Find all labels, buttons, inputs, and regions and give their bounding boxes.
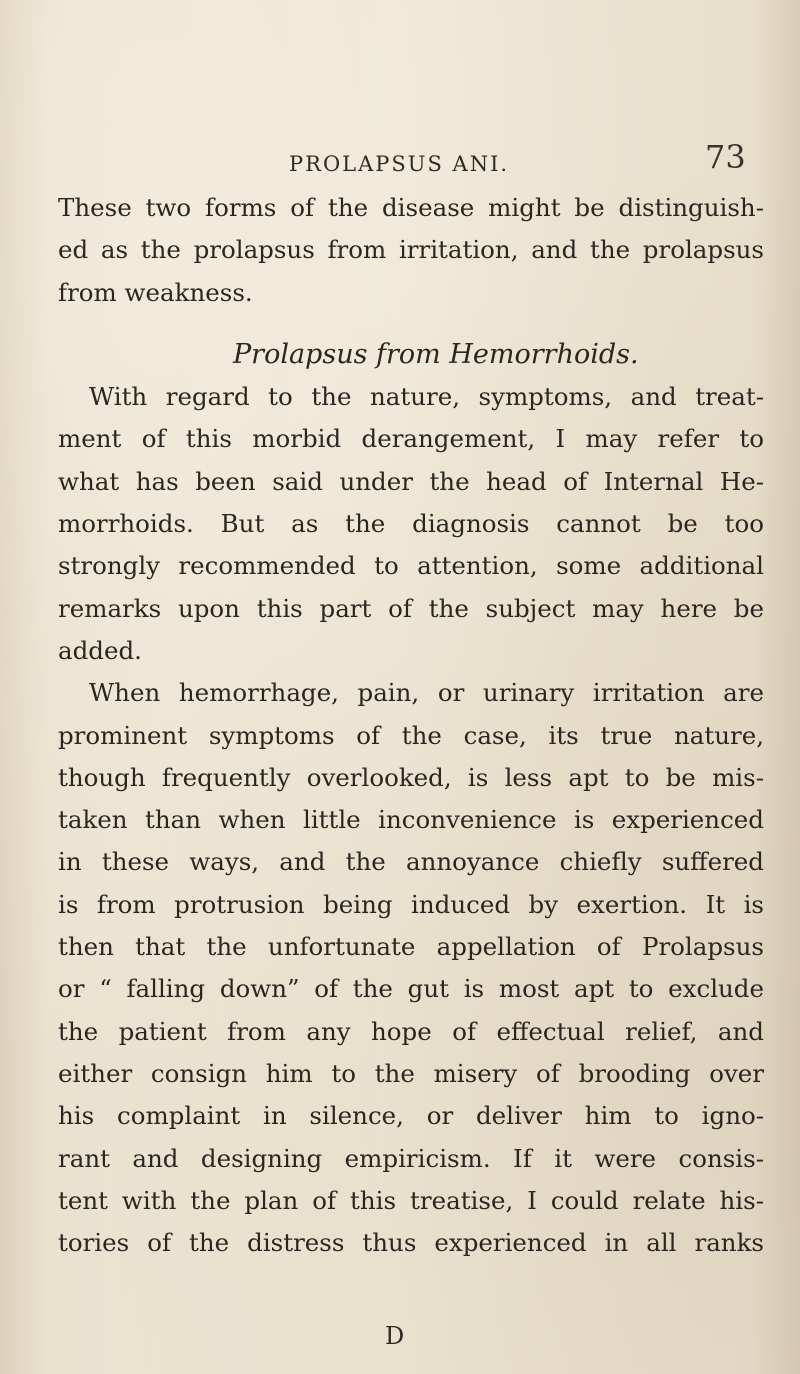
text-line: With regard to the nature, symptoms, and treat- [89, 382, 764, 412]
text-line: though frequently overlooked, is less apt to be mis- [58, 762, 764, 792]
paragraph-nature [58, 376, 764, 672]
text-line: strongly recommended to attention, some additional [58, 551, 764, 581]
text-line: from weakness. [58, 277, 253, 307]
text-line: ment of this morbid derangement, I may refer to [58, 424, 764, 454]
text-line: what has been said under the head of Internal He- [58, 466, 764, 496]
text-line: prominent symptoms of the case, its true nature, [58, 720, 764, 750]
text-line: his complaint in silence, or deliver him to igno- [58, 1101, 764, 1131]
signature-mark: D [385, 1322, 405, 1350]
text-line: When hemorrhage, pain, or urinary irritation are [89, 678, 764, 708]
text-line: tent with the plan of this treatise, I could relate his- [58, 1185, 764, 1215]
paragraph-hemorrhage [58, 672, 764, 1264]
text-line: either consign him to the misery of brooding over [58, 1058, 764, 1088]
text-line: added. [58, 635, 142, 665]
text-line: morrhoids. But as the diagnosis cannot be too [58, 509, 764, 539]
text-line: in these ways, and the annoyance chiefly suffered [58, 847, 764, 877]
text-line: These two forms of the disease might be distinguish- [58, 193, 764, 222]
section-heading: Prolapsus from Hemorrhoids. [233, 338, 639, 370]
text-line: or “ falling down” of the gut is most apt to exclude [58, 974, 764, 1004]
text-line: is from protrusion being induced by exertion. It is [58, 889, 764, 919]
text-line: rant and designing empiricism. If it were consis- [58, 1143, 764, 1173]
page-header [0, 136, 800, 186]
paragraph-intro [58, 187, 764, 314]
page-body [58, 187, 764, 1264]
text-line: taken than when little inconvenience is experienced [58, 805, 764, 835]
text-line: ed as the prolapsus from irritation, and the prolapsus [58, 235, 764, 265]
text-line: then that the unfortunate appellation of Prolapsus [58, 932, 764, 962]
page-number: 73 [705, 138, 746, 176]
running-head: PROLAPSUS ANI. [289, 152, 510, 176]
text-line: tories of the distress thus experienced in all ranks [58, 1228, 764, 1258]
text-line: remarks upon this part of the subject may here be [58, 593, 764, 623]
text-line: the patient from any hope of effectual relief, and [58, 1016, 764, 1046]
